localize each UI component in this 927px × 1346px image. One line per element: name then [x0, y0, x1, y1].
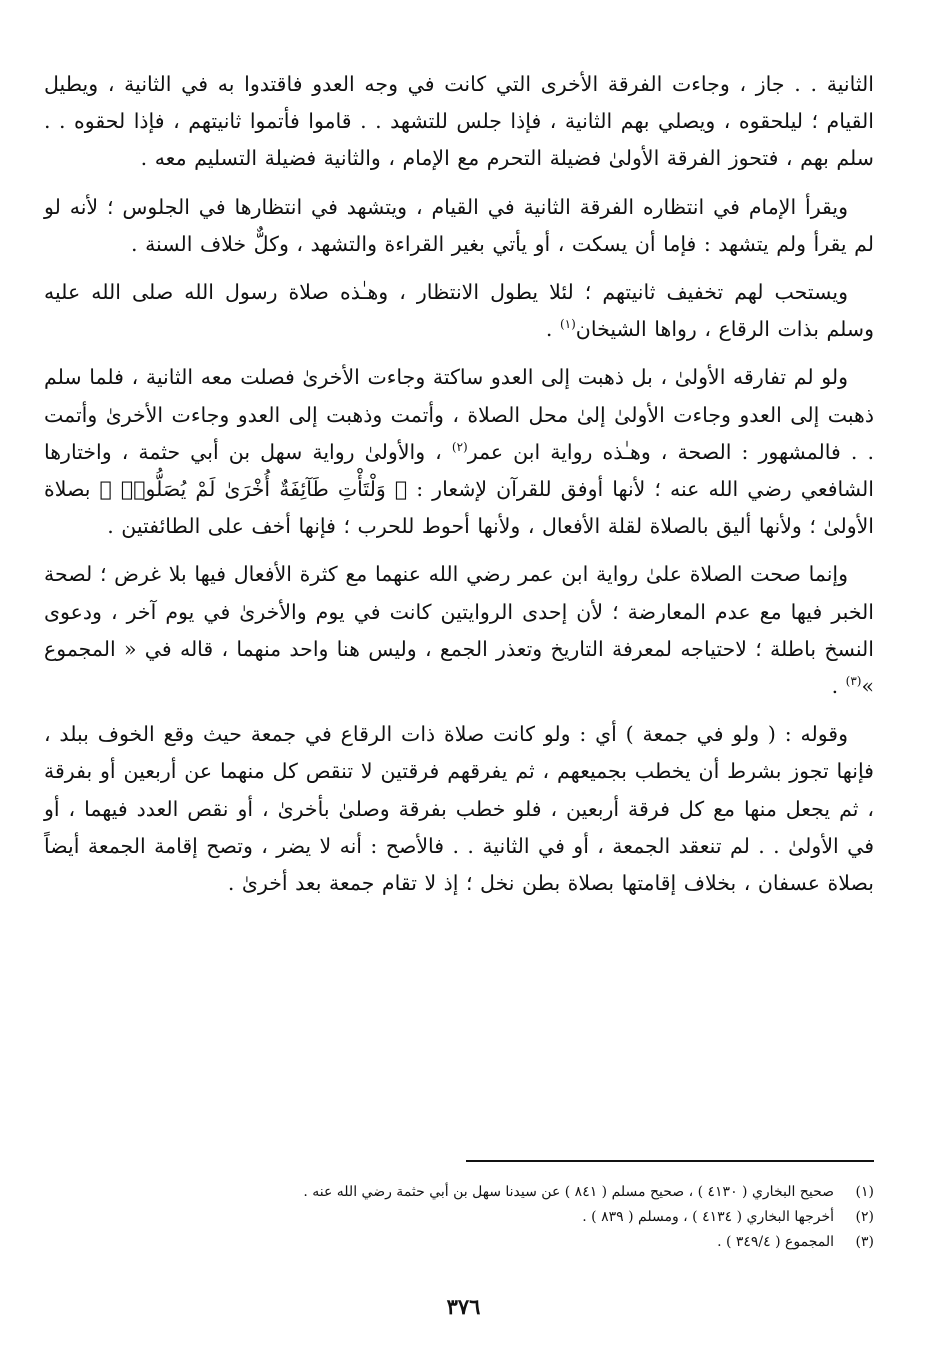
paragraph-5-tail: . [831, 674, 846, 699]
footnote-1 [74, 1180, 874, 1205]
footnote-3-text: المجموع ( ٣٤٩/٤ ) . [717, 1234, 834, 1250]
footnote-1-number: (١) [855, 1184, 874, 1200]
paragraph-6-text: وقوله : ( ولو في جمعة ) أي : ولو كانت صلاة ذات الرقاع في جمعة حيث وقع الخوف ببلد ، فإنها تجوز بشرط أن يخطب بجميعهم ، ثم يفرقهم فرقتين لا تنقص كل منهما عن أربعين أو بفرقة ، ثم يجعل منها مع كل فرقة أربعين ، فلو خطب بفرقة وصلىٰ بأخرىٰ ، أو نقص العدد فيهما ، أو في الأولىٰ . . لم تنعقد الجمعة ، أو في الثانية . . فالأصح : أنه لا يضر ، وتصح إقامة الجمعة أيضاً بصلاة عسفان ، بخلاف إقامتها بصلاة بطن نخل ؛ إذ لا تقام جمعة بعد أخرىٰ . [44, 722, 874, 896]
paragraph-1-text: الثانية . . جاز ، وجاءت الفرقة الأخرى التي كانت في وجه العدو فاقتدوا به في الثانية ، ويطيل القيام ؛ ليلحقوه ، ويصلي بهم الثانية ، فإذا جلس للتشهد . . قاموا فأتموا ثانيتهم ، فإذا لحقوه . . سلم بهم ، فتحوز الفرقة الأولىٰ فضيلة التحرم مع الإمام ، والثانية فضيلة التسليم معه . [44, 72, 874, 171]
footnotes [74, 1180, 874, 1255]
footnote-2-number: (٢) [855, 1209, 874, 1225]
paragraph-5 [44, 556, 874, 705]
paragraph-4 [44, 359, 874, 545]
footnote-3-number: (٣) [855, 1234, 874, 1250]
footnote-ref-3[interactable]: (٣) [845, 674, 862, 689]
page-body [44, 66, 874, 913]
paragraph-5-text: وإنما صحت الصلاة علىٰ رواية ابن عمر رضي الله عنهما مع كثرة الأفعال فيها بلا غرض ؛ لصحة الخبر فيها مع عدم المعارضة ؛ لأن إحدى الروايتين كانت في يوم والأخرىٰ في يوم آخر ، ودعوى النسخ باطلة ؛ لاحتياجه لمعرفة التاريخ وتعذر الجمع ، وليس هنا واحد منهما ، قاله في « المجموع » [44, 562, 874, 699]
paragraph-3-text: ويستحب لهم تخفيف ثانيتهم ؛ لئلا يطول الانتظار ، وهـٰذه صلاة رسول الله صلى الله عليه وسلم بذات الرقاع ، رواها الشيخان [44, 280, 874, 342]
paragraph-1 [44, 66, 874, 178]
paragraph-4-tail: ، والأولىٰ رواية سهل بن أبي حثمة ، واختارها الشافعي رضي الله عنه ؛ لأنها أوفق للقرآن لإشعار : ﴿ وَلْتَأْتِ طَآئِفَةٌ أُخْرَىٰ لَمْ يُصَلُّوا۟ ﴾ بصلاة الأولىٰ ؛ ولأنها أليق بالصلاة لقلة الأفعال ، ولأنها أحوط للحرب ؛ فإنها أخف على الطائفتين . [44, 439, 874, 539]
page-number: ٣٧٦ [446, 1294, 481, 1319]
footnote-divider [466, 1160, 874, 1162]
paragraph-2-text: ويقرأ الإمام في انتظاره الفرقة الثانية في القيام ، ويتشهد في انتظارها في الجلوس ؛ لأنه لو لم يقرأ ولم يتشهد : فإما أن يسكت ، أو يأتي بغير القراءة والتشهد ، وكلٌّ خلاف السنة . [44, 194, 874, 256]
paragraph-3-tail: . [545, 317, 560, 342]
footnote-3 [74, 1230, 874, 1255]
footnote-2-text: أخرجها البخاري ( ٤١٣٤ ) ، ومسلم ( ٨٣٩ ) . [582, 1209, 834, 1225]
footnote-1-text: صحيح البخاري ( ٤١٣٠ ) ، صحيح مسلم ( ٨٤١ ) عن سيدنا سهل بن أبي حثمة رضي الله عنه . [303, 1184, 834, 1200]
footnote-2 [74, 1205, 874, 1230]
footnote-ref-1[interactable]: (١) [559, 317, 576, 332]
paragraph-2 [44, 189, 874, 263]
footnote-ref-2[interactable]: (٢) [451, 440, 468, 454]
paragraph-4-text: ولو لم تفارقه الأولىٰ ، بل ذهبت إلى العدو ساكتة وجاءت الأخرىٰ فصلت معه الثانية ، فلما سلم ذهبت إلى العدو وجاءت الأولىٰ إلىٰ محل الصلاة ، وأتمت وذهبت إلى العدو وجاءت الأخرىٰ وأتمت . . فالمشهور : الصحة ، وهـٰذه رواية ابن عمر [44, 365, 874, 464]
paragraph-6 [44, 716, 874, 902]
paragraph-3 [44, 274, 874, 348]
